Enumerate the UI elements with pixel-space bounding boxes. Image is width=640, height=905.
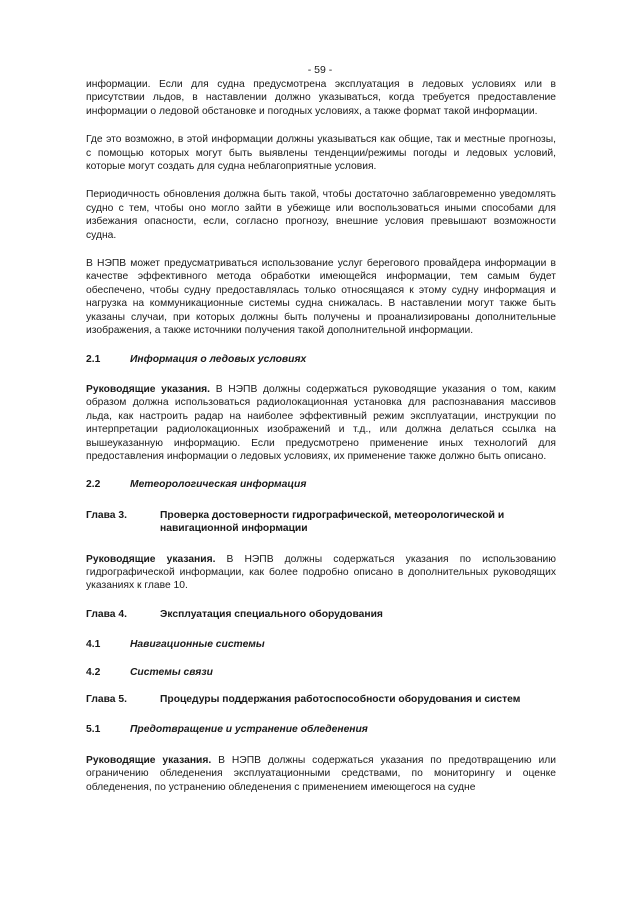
guidance-hydrographic — [86, 553, 556, 593]
chapter-number: Глава 3. — [86, 509, 127, 521]
chapter-title: Проверка достоверности гидрографической, метеорологической и навигационной информации — [160, 509, 505, 535]
guidance-label: Руководящие указания. — [86, 754, 212, 766]
section-title: Системы связи — [130, 666, 213, 678]
page-number: - 59 - — [307, 64, 333, 76]
guidance-label: Руководящие указания. — [86, 553, 216, 565]
section-heading-5-1 — [86, 723, 556, 736]
section-number: 2.2 — [86, 479, 101, 491]
paragraph-update-frequency: Периодичность обновления должна быть такой, чтобы достаточно заблаговременно уведомлять судно с тем, чтобы оно могло зайти в убежище или воспользоваться иными способами для избежания опасности, если, согласно прогнозу, внешние условия превышают возможности судна. — [86, 189, 556, 241]
section-heading-4-2 — [86, 666, 556, 679]
section-title: Информация о ледовых условиях — [130, 353, 307, 365]
chapter-heading-4 — [86, 608, 556, 621]
guidance-ice-radar — [86, 383, 556, 463]
chapter-number: Глава 4. — [86, 608, 127, 620]
section-number: 2.1 — [86, 353, 101, 365]
chapter-title: Эксплуатация специального оборудования — [160, 608, 383, 620]
guidance-text: В НЭПВ должны содержаться указания по использованию гидрографической информации, как более подробно описано в дополнительных руководящих указаниях к главе 10. — [86, 553, 556, 592]
guidance-text: В НЭПВ должны содержаться руководящие указания о том, каким образом должна использоваться радиолокационная установка для распознавания массивов льда, как настроить радар на наиболее эффективный режим эксплуатации, инструкции по интерпретации радиолокационных изображений и т.д., или должна делаться ссылка на вышеуказанную информацию. Если предусмотрено применение иных технологий для предоставления информации о ледовых условиях, их применение также должно быть описано. — [86, 383, 556, 462]
paragraph-forecasts: Где это возможно, в этой информации должны указываться как общие, так и местные прогнозы, с помощью которых могут быть выявлены тенденции/режимы погоды и ледовых условий, которые могут создать для судна неблагоприятные условия. — [86, 134, 556, 173]
section-number: 4.2 — [86, 666, 101, 678]
section-heading-4-1 — [86, 638, 556, 651]
section-number: 4.1 — [86, 639, 101, 651]
chapter-title: Процедуры поддержания работоспособности оборудования и систем — [160, 694, 521, 705]
section-title: Метеорологическая информация — [130, 479, 307, 491]
section-heading-2-1 — [86, 353, 556, 366]
section-title: Навигационные системы — [130, 639, 265, 651]
document-body — [86, 78, 556, 809]
chapter-heading-3 — [86, 509, 556, 536]
paragraph-ice-info-format: информации. Если для судна предусмотрена эксплуатация в ледовых условиях или в присутствии льдов, в наставлении должно указываться, когда требуется предоставление информации о ледовой обстановке и погодных условиях, а также формат такой информации. — [86, 79, 556, 117]
chapter-heading-5 — [86, 693, 556, 706]
section-heading-2-2 — [86, 478, 556, 491]
guidance-text: В НЭПВ должны содержаться указания по предотвращению или ограничению обледенения эксплуатационными средствами, по мониторингу и оценке обледенения, по устранению обледенения с применением имеющегося на судне — [86, 754, 556, 793]
section-number: 5.1 — [86, 724, 101, 736]
guidance-icing — [86, 754, 556, 794]
section-title: Предотвращение и устранение обледенения — [130, 724, 368, 736]
guidance-label: Руководящие указания. — [86, 383, 211, 395]
paragraph-shore-provider: В НЭПВ может предусматриваться использование услуг берегового провайдера информации в качестве эффективного метода обработки имеющейся информации, тем самым будет обеспечено, чтобы судну предоставлялась только относящаяся к этому судну информация и нагрузка на коммуникационные системы судна снижалась. В наставлении могут также быть указаны случаи, при которых должны быть получены и проанализированы дополнительные изображения, а также источники получения такой дополнительной информации. — [86, 258, 556, 337]
chapter-number: Глава 5. — [86, 694, 127, 705]
